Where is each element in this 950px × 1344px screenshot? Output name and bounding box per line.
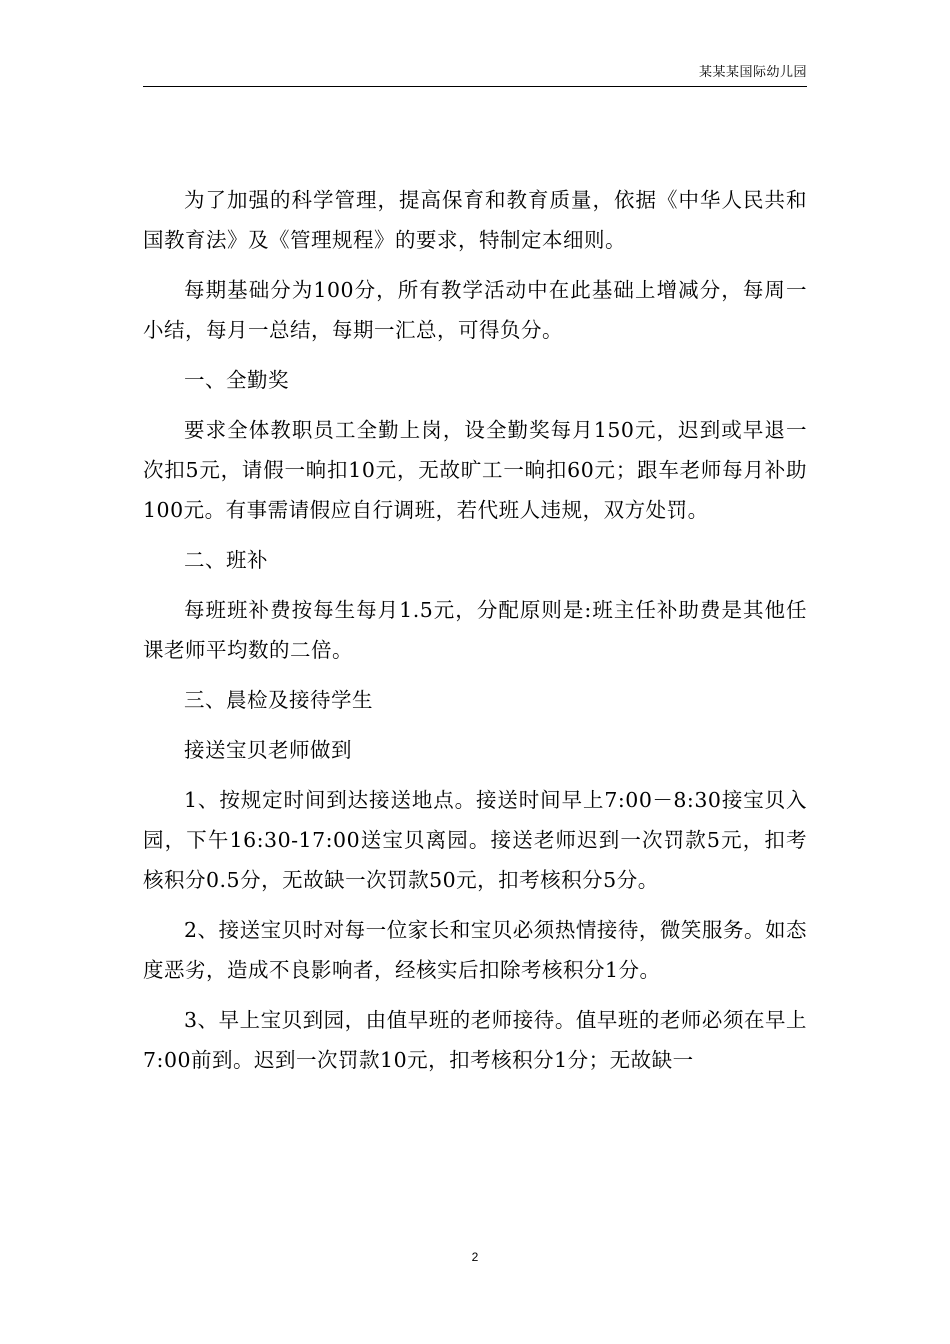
paragraph-rule-1: 1、按规定时间到达接送地点。接送时间早上7:00－8:30接宝贝入园，下午16:30-17:00送宝贝离园。接送老师迟到一次罚款5元，扣考核积分0.5分，无故缺一次罚款50元，扣考核积分5分。 bbox=[143, 788, 807, 892]
paragraph-class-subsidy: 每班班补费按每生每月1.5元，分配原则是:班主任补助费是其他任课老师平均数的二倍。 bbox=[143, 598, 807, 662]
paragraph-intro: 为了加强的科学管理，提高保育和教育质量，依据《中华人民共和国教育法》及《管理规程》的要求，特制定本细则。 bbox=[143, 188, 807, 252]
paragraph-pickup-intro: 接送宝贝老师做到 bbox=[184, 738, 352, 762]
paragraph-attendance: 要求全体教职员工全勤上岗，设全勤奖每月150元，迟到或早退一次扣5元，请假一晌扣10元，无故旷工一晌扣60元；跟车老师每月补助100元。有事需请假应自行调班，若代班人违规，双方处罚。 bbox=[143, 418, 807, 522]
header-title: 某某某国际幼儿园 bbox=[698, 65, 807, 80]
section-heading-class-subsidy: 二、班补 bbox=[184, 548, 268, 572]
page-number: 2 bbox=[471, 1250, 479, 1264]
paragraph-rule-2: 2、接送宝贝时对每一位家长和宝贝必须热情接待，微笑服务。如态度恶劣，造成不良影响者，经核实后扣除考核积分1分。 bbox=[143, 918, 807, 982]
paragraph-base-score: 每期基础分为100分，所有教学活动中在此基础上增减分，每周一小结，每月一总结，每期一汇总，可得负分。 bbox=[143, 278, 807, 342]
section-heading-attendance: 一、全勤奖 bbox=[184, 368, 289, 392]
document-body bbox=[143, 180, 807, 1090]
paragraph-rule-3: 3、早上宝贝到园，由值早班的老师接待。值早班的老师必须在早上7:00前到。迟到一次罚款10元，扣考核积分1分；无故缺一 bbox=[143, 1008, 807, 1072]
section-heading-morning-check: 三、晨检及接待学生 bbox=[184, 688, 373, 712]
page-header bbox=[143, 62, 807, 87]
